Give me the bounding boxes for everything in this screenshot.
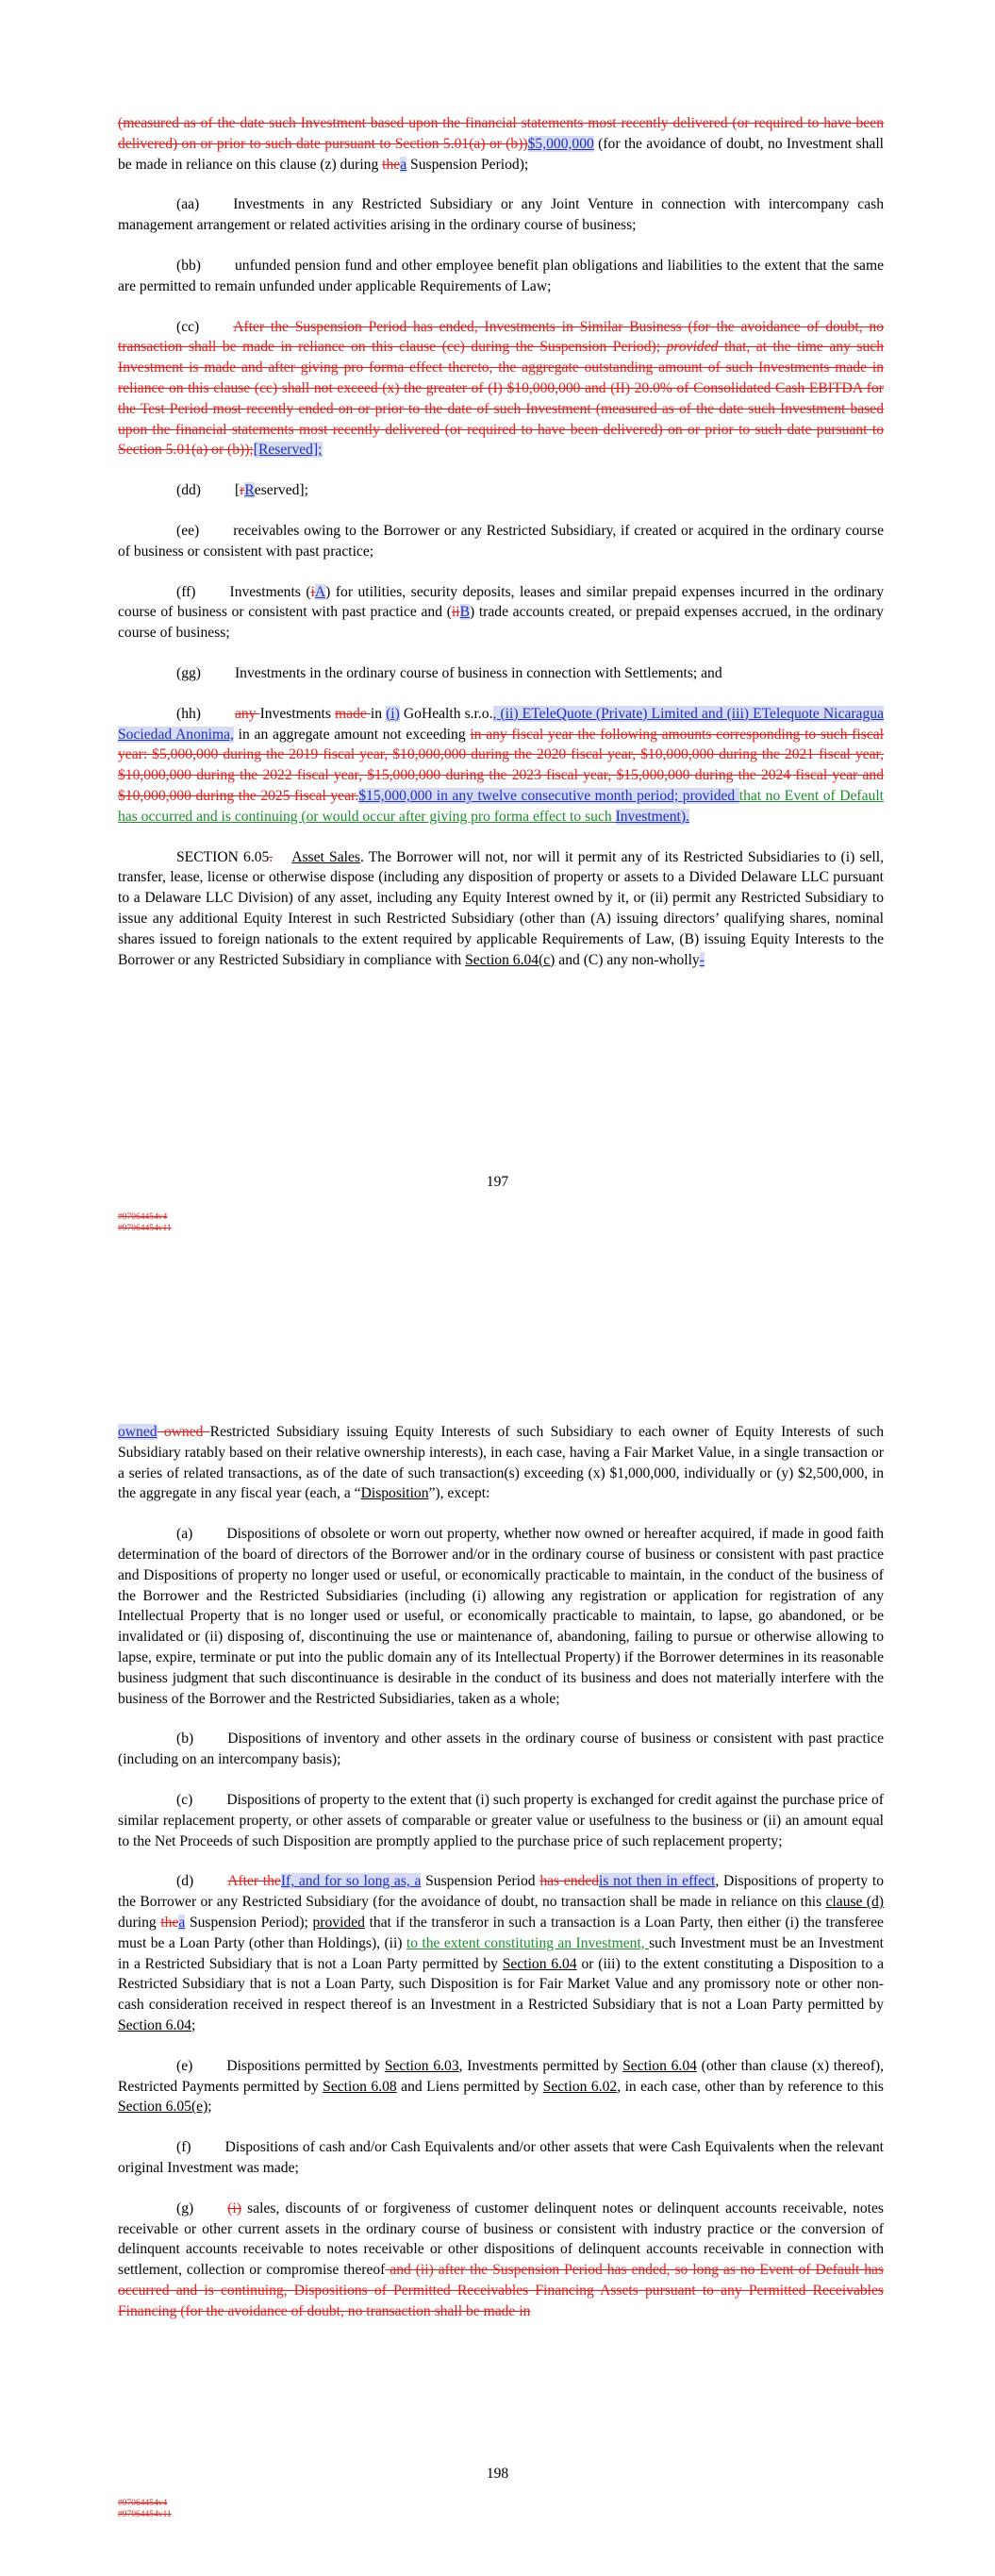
- section-number: SECTION 6.05: [176, 848, 270, 865]
- paragraph-z-continuation: [118, 113, 884, 175]
- section-heading: Asset Sales: [291, 848, 360, 865]
- clause-label: (d): [176, 1873, 194, 1890]
- clause-label: (aa): [176, 196, 200, 213]
- body-text: Suspension Period);: [406, 156, 529, 173]
- clause-e: [118, 2056, 884, 2117]
- page-197: [0, 0, 995, 1233]
- moved-text: that no Event of Default has occurred and is continuing (or would occur after giving pro forma effect to such: [118, 787, 884, 825]
- section-reference: Section 6.02: [542, 2078, 618, 2095]
- body-text: Investments (: [229, 583, 311, 600]
- deleted-text: in any fiscal year the following amounts corresponding to such fiscal year: $5,000,000 during the 2019 fiscal year, $10,000,000 during the 2020 fiscal year, $10,000,000 during the 2021 fiscal year, $10,000,000 during the 2022 fiscal year, $15,000,000 during the 2023 fiscal year, $15,000,000 during the 2024 fiscal year and $10,000,000 during the 2025 fiscal year.: [118, 726, 884, 804]
- clause-text: Dispositions of obsolete or worn out property, whether now owned or hereafter acquired, if made in good faith determination of the board of directors of the Borrower and/or in the ordinary course of business or consistent with past practice and Dispositions of property no longer used or useful, or economically practicable to maintain, in the conduct of the business of the Borrower and the Restricted Subsidiaries (including (i) allowing any registration or application for registration of any Intellectual Property that is no longer used or useful, or economically practicable to maintain, to lapse, go abandoned, or be invalidated or (ii) disposing of, discontinuing the use or maintenance of, abandoning, failing to pursue or otherwise allowing to lapse, expire, terminate or put into the public domain any of its Intellectual Property) if the Borrower determines in its reasonable business judgment that such discontinuance is desirable in the conduct of its business and does not materially interfere with the business of the Borrower and the Restricted Subsidiaries, taken as a whole;: [118, 1526, 884, 1707]
- page-number: 198: [486, 2466, 509, 2482]
- clause-label: (dd): [176, 482, 201, 499]
- body-text: ;: [207, 2099, 212, 2116]
- deleted-text: the: [160, 1914, 179, 1931]
- clause-label: (a): [176, 1526, 193, 1543]
- body-text: . The Borrower will not, nor will it permit any of its Restricted Subsidiaries to (i) sell, transfer, lease, license or otherwise dispose (including any disposition of property or assets to a Divided Delaware LLC pursuant to a Delaware LLC Division) of any asset, including any Equity Interest owned by it, or (ii) permit any Restricted Subsidiary to issue any additional Equity Interest in such Restricted Subsidiary (other than (A) issuing directors’ qualifying shares, nominal shares issued to foreign nationals to the extent required by applicable Requirements of Law, (B) issuing Equity Interests to the Borrower or any Restricted Subsidiary in compliance with: [118, 848, 884, 968]
- body-text: in: [370, 705, 387, 722]
- clause-label: (b): [176, 1731, 194, 1748]
- footer-id: #97064454v11: [118, 1224, 172, 1233]
- deleted-text: ii: [451, 604, 460, 621]
- body-text: Restricted Subsidiary issuing Equity Interests of such Subsidiary to each owner of Equity Interests of such Subsidiary ratably based on their relative ownership interests), in each case, having a Fair Market Value, in a single transaction or a series of related transactions, as of the date of such transaction(s) exceeding (x) $1,000,000, individually or (y) $2,500,000, in the aggregate in any fiscal year (each, a “: [118, 1424, 884, 1502]
- inserted-text: a: [178, 1914, 186, 1931]
- body-text: ) for utilities, security deposits, leases and similar prepaid expenses incurred in the ordinary course of business or consistent with past practice and (: [118, 583, 884, 621]
- clause-dd: [118, 480, 884, 501]
- body-text: eserved];: [254, 482, 308, 499]
- paragraph-disposition-continuation: [118, 1422, 884, 1504]
- inserted-text: R: [244, 482, 255, 499]
- clause-label: (gg): [176, 664, 201, 681]
- body-text: Suspension Period: [421, 1873, 540, 1890]
- body-text: (other than clause (x) thereof), Restricted Payments permitted by: [118, 2057, 885, 2095]
- clause-label: (cc): [176, 318, 200, 335]
- clause-b: [118, 1729, 884, 1770]
- clause-text: Investments in the ordinary course of business in connection with Settlements; and: [234, 664, 722, 681]
- page-number: 197: [486, 1174, 509, 1190]
- deleted-text-italic: provided: [666, 339, 719, 356]
- inserted-text: $5,000,000: [527, 135, 594, 152]
- clause-hh: [118, 704, 884, 828]
- deleted-text: that, at the time any such Investment is made and after giving pro forma effect thereto, the aggregate outstanding amount of such Investments made in reliance on this clause (cc) shall not exceed (x) the greater of (I) $10,000,000 and (II) 20.0% of Consolidated Cash EBITDA for the Test Period most recently ended on or prior to the date of such Investment (measured as of the date such Investment based upon the financial statements most recently delivered (or required to have been delivered) on or prior to such date pursuant to Section 5.01(a) or (b));: [118, 339, 885, 459]
- clause-text: receivables owing to the Borrower or any Restricted Subsidiary, if created or acquired in the ordinary course of business or consistent with past practice;: [118, 522, 884, 560]
- page-197-body: [118, 113, 884, 970]
- clause-cc: [118, 317, 884, 461]
- clause-aa: [118, 194, 884, 236]
- deleted-text: and (ii) after the Suspension Period has ended, so long as no Event of Default has occurred and is continuing, Dispositions of Permitted Receivables Financing Assets pursuant to any Permitted Receivables Financing (for the avoidance of doubt, no transaction shall be made in: [118, 2262, 884, 2319]
- section-reference: Section 6.04: [502, 1955, 577, 1972]
- clause-label: (ee): [176, 522, 200, 539]
- clause-label: (hh): [176, 705, 201, 722]
- clause-reference: clause (d): [825, 1894, 884, 1911]
- inserted-text: a: [400, 156, 407, 173]
- moved-text: to the extent constituting an Investment,: [406, 1934, 650, 1951]
- deleted-text: After the: [227, 1873, 281, 1890]
- clause-label: (ff): [176, 583, 196, 600]
- section-reference: Section 6.04(c): [465, 951, 556, 968]
- deleted-text: (measured as of the date such Investment based upon the financial statements most recently delivered (or required to have been delivered) on or prior to such date pursuant to Section 5.01(a) or (b)): [118, 115, 884, 152]
- body-text: ) trade accounts created, or prepaid expenses accrued, in the ordinary course of business;: [118, 604, 884, 642]
- deleted-text: After the Suspension Period has ended, Investments in Similar Business (for the avoidance of doubt, no transaction shall be made in reliance on this clause (cc) during the Suspension Period);: [118, 318, 884, 356]
- body-text: that if the transferor in such a transaction is a Loan Party, then either (i) the transferee must be a Loan Party (other than Holdings), (ii): [118, 1914, 884, 1951]
- deleted-text: any: [234, 705, 260, 722]
- body-text: and (C) any non-wholly: [555, 951, 700, 968]
- inserted-text: $15,000,000 in any twelve consecutive month period; provided: [358, 787, 739, 804]
- section-reference: Section 6.04: [622, 2057, 697, 2074]
- section-6-05: [118, 847, 884, 971]
- inserted-text: owned: [118, 1424, 158, 1440]
- body-text: Investments: [259, 705, 331, 722]
- clause-bb: [118, 256, 884, 297]
- clause-gg: [118, 663, 884, 684]
- inserted-text: [Reserved];: [253, 442, 323, 459]
- clause-label: (bb): [176, 257, 201, 274]
- clause-d: [118, 1871, 884, 2035]
- inserted-text: Investment).: [615, 808, 689, 825]
- clause-text: unfunded pension fund and other employee benefit plan obligations and liabilities to the extent that the same are permitted to remain unfunded under applicable Requirements of Law;: [118, 257, 884, 294]
- footer-id: #97064454v4: [118, 2499, 168, 2508]
- section-reference: Section 6.05(e): [118, 2099, 208, 2116]
- deleted-text: made: [335, 705, 371, 722]
- clause-label: (g): [176, 2200, 194, 2216]
- body-text: , in each case, other than by reference to this: [617, 2078, 884, 2095]
- body-text: Dispositions permitted by: [226, 2057, 385, 2074]
- deleted-text: .: [269, 848, 274, 865]
- section-reference: Section 6.08: [323, 2078, 397, 2095]
- deleted-text: the: [382, 156, 401, 173]
- clause-label: (f): [176, 2139, 191, 2156]
- clause-label: (e): [176, 2057, 193, 2074]
- inserted-text: If, and for so long as, a: [280, 1873, 422, 1890]
- inserted-text: -: [699, 951, 705, 968]
- body-text: GoHealth s.r.o.: [399, 705, 493, 722]
- deleted-text: r: [240, 482, 245, 499]
- body-text: , Investments permitted by: [458, 2057, 623, 2074]
- defined-term: provided: [312, 1914, 365, 1931]
- clause-text: Dispositions of property to the extent that (i) such property is exchanged for credit against the purchase price of similar replacement property, or other assets of comparable or greater value or usefulness to the business or (ii) an amount equal to the Net Proceeds of such Disposition are promptly applied to the purchase price of such replacement property;: [118, 1791, 884, 1849]
- clause-label: (c): [176, 1791, 193, 1808]
- body-text: , Dispositions of property to the Borrower or any Restricted Subsidiary (for the avoidance of doubt, no transaction shall be made in reliance on this: [118, 1873, 884, 1911]
- body-text: in an aggregate amount not exceeding: [233, 726, 471, 743]
- body-text: or (iii) to the extent constituting a Disposition to a Restricted Subsidiary that is not a Loan Party, such Disposition is for Fair Market Value and any promissory note or other non-cash consideration received in respect thereof is an Investment in a Restricted Subsidiary that is not a Loan Party permitted by: [118, 1955, 885, 2014]
- body-text: during: [118, 1914, 161, 1931]
- clause-g: [118, 2199, 884, 2322]
- inserted-text: is not then in effect: [599, 1873, 716, 1890]
- section-reference: Section 6.04: [118, 2016, 191, 2033]
- deleted-text: owned: [157, 1424, 210, 1440]
- clause-c: [118, 1790, 884, 1851]
- inserted-text: B: [459, 604, 470, 621]
- body-text: such Investment must be an Investment in a Restricted Subsidiary that is not a Loan Party permitted by: [118, 1934, 884, 1972]
- clause-f: [118, 2137, 884, 2179]
- page-198: [0, 1411, 995, 2576]
- clause-a: [118, 1524, 884, 1709]
- inserted-text: (i): [386, 705, 400, 722]
- body-text: sales, discounts of or forgiveness of customer delinquent notes or delinquent accounts receivable, notes receivable or other current assets in the ordinary course of business or consistent with industry practice or the conversion of delinquent accounts receivable to notes receivable or other dispositions of delinquent accounts receivable in connection with settlement, collection or compromise thereof: [118, 2200, 884, 2279]
- body-text: ”), except:: [428, 1485, 490, 1502]
- deleted-text: i: [310, 583, 315, 600]
- footer-id: #97064454v4: [118, 1213, 168, 1222]
- body-text: Suspension Period);: [185, 1914, 313, 1931]
- body-text: ;: [191, 2016, 196, 2033]
- defined-term: Disposition: [360, 1485, 429, 1502]
- footer-id: #97064454v11: [118, 2510, 172, 2519]
- deleted-text: (i): [227, 2200, 241, 2216]
- document-footer: [118, 1212, 172, 1234]
- body-text: and Liens permitted by: [396, 2078, 543, 2095]
- inserted-text: A: [314, 583, 326, 600]
- inserted-text: , (ii) ETeleQuote (Private) Limited and (iii) ETelequote Nicaragua Sociedad Anonima,: [118, 705, 884, 743]
- page-198-body: [118, 1422, 884, 2321]
- body-text: [: [234, 482, 240, 499]
- document-footer: [118, 2498, 172, 2520]
- deleted-text: has ended: [539, 1873, 600, 1890]
- body-text: (for the avoidance of doubt, no Investment shall be made in reliance on this clause (z) during: [118, 135, 884, 173]
- clause-text: Dispositions of inventory and other assets in the ordinary course of business or consistent with past practice (including on an intercompany basis);: [118, 1731, 884, 1768]
- section-reference: Section 6.03: [384, 2057, 459, 2074]
- clause-ee: [118, 521, 884, 562]
- clause-text: Investments in any Restricted Subsidiary or any Joint Venture in connection with intercompany cash management arrangement or related activities arising in the ordinary course of business;: [118, 196, 884, 234]
- clause-ff: [118, 582, 884, 644]
- clause-text: Dispositions of cash and/or Cash Equivalents and/or other assets that were Cash Equivalents when the relevant original Investment was made;: [118, 2139, 884, 2176]
